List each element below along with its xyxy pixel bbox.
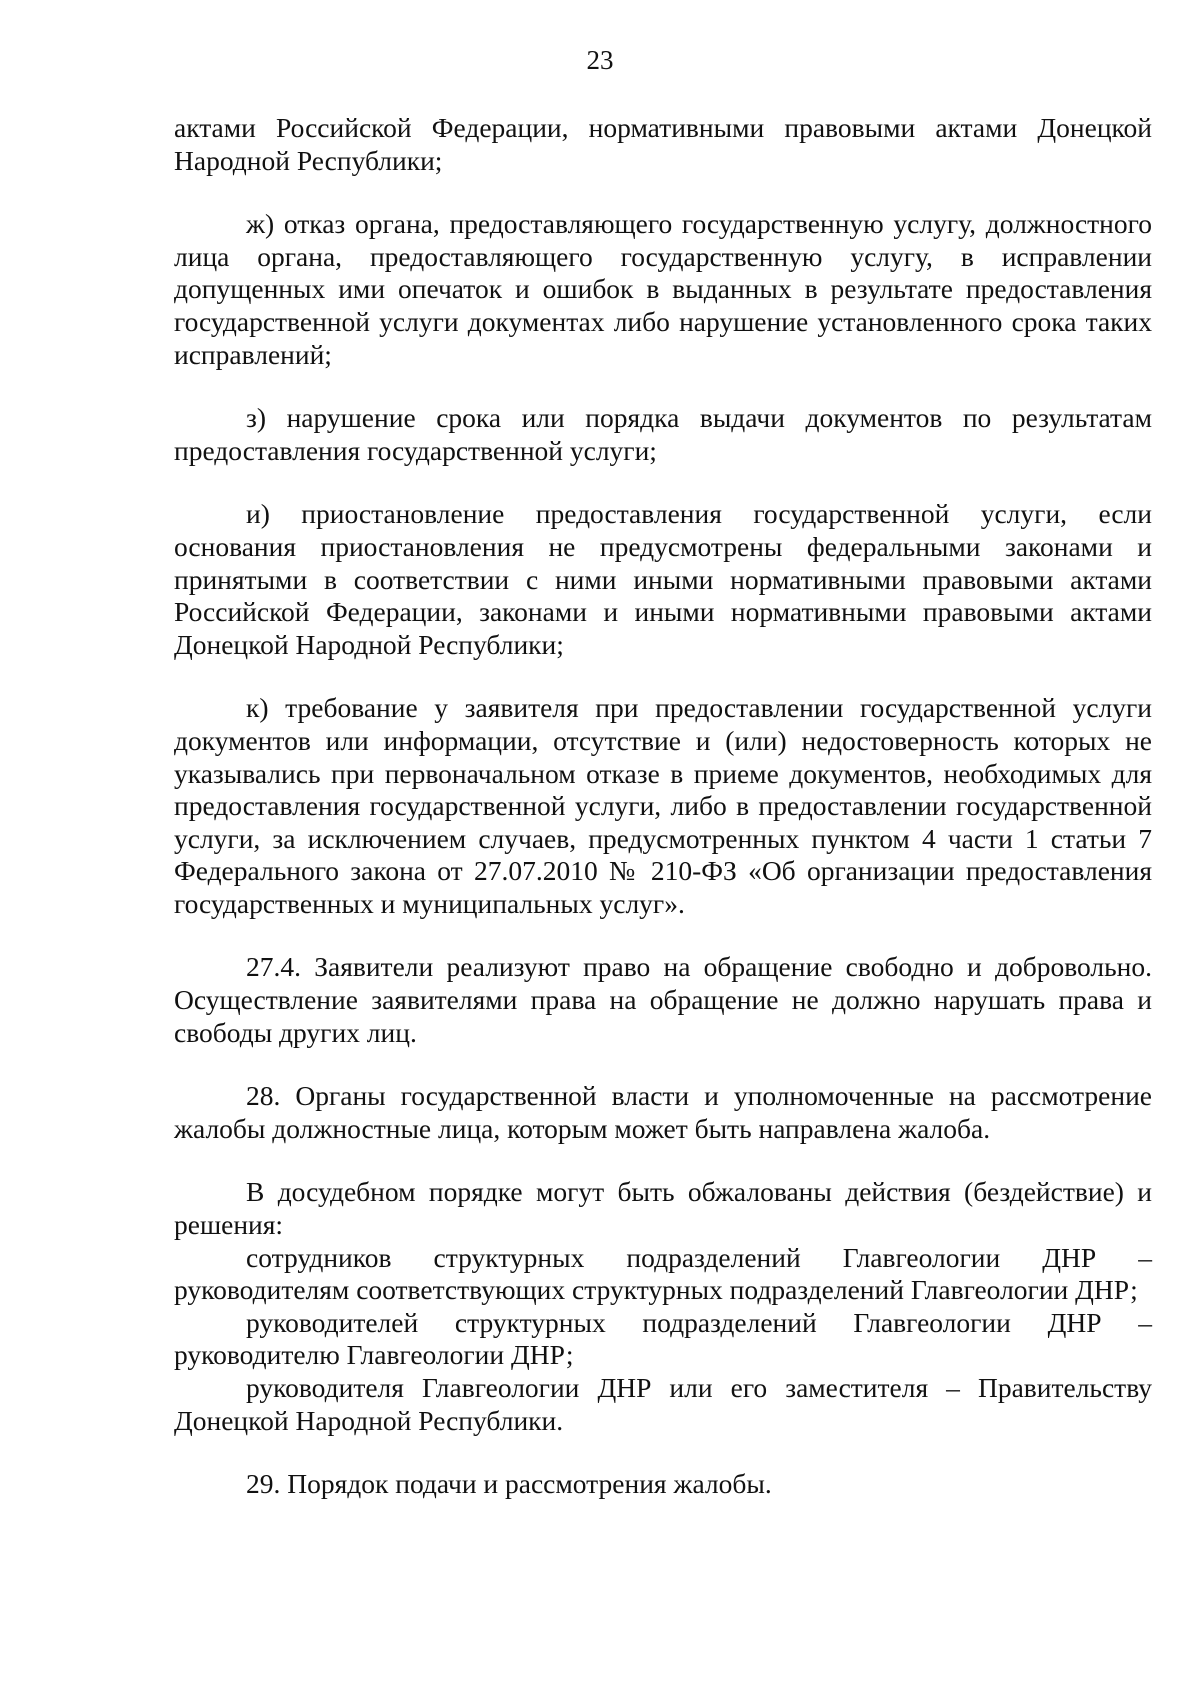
paragraph-29: 29. Порядок подачи и рассмотрения жалобы. — [246, 1468, 772, 1500]
document-body — [174, 112, 1152, 1501]
paragraph-employees-appeal: сотрудников структурных подразделений Главгеологии ДНР – руководителям соответствующих структурных подразделений Главгеологии ДНР; — [174, 1241, 1152, 1306]
paragraph-continuation: актами Российской Федерации, нормативными правовыми актами Донецкой Народной Республики; — [174, 112, 1152, 176]
paragraph-27-4: 27.4. Заявители реализуют право на обращение свободно и добровольно. Осуществление заявителями права на обращение не должно нарушать права и свободы других лиц. — [174, 951, 1152, 1048]
paragraph-item-zh: ж) отказ органа, предоставляющего государственную услугу, должностного лица органа, предоставляющего государственную услугу, в исправлении допущенных ими опечаток и ошибок в выданных в результате предоставления государственной услуги документах либо нарушение установленного срока таких исправлений; — [174, 208, 1152, 370]
paragraph-heads-appeal: руководителей структурных подразделений Главгеологии ДНР – руководителю Главгеологии ДНР; — [174, 1306, 1152, 1371]
paragraph-item-i: и) приостановление предоставления государственной услуги, если основания приостановления не предусмотрены федеральными законами и принятыми в соответствии с ними иными нормативными правовыми актами Российской Федерации, законами и иными нормативными правовыми актами Донецкой Народной Республики; — [174, 498, 1152, 660]
paragraph-director-appeal: руководителя Главгеологии ДНР или его заместителя – Правительству Донецкой Народной Республики. — [174, 1372, 1152, 1436]
paragraph-item-k: к) требование у заявителя при предоставлении государственной услуги документов или информации, отсутствие и (или) недостоверность которых не указывались при первоначальном отказе в приеме документов, необходимых для предоставления государственной услуги, либо в предоставлении государственной услуги, за исключением случаев, предусмотренных пунктом 4 части 1 статьи 7 Федерального закона от 27.07.2010 № 210-ФЗ «Об организации предоставления государственных и муниципальных услуг». — [174, 692, 1152, 919]
paragraph-item-z: з) нарушение срока или порядка выдачи документов по результатам предоставления государственной услуги; — [174, 402, 1152, 466]
paragraph-pretrial-appeal: В досудебном порядке могут быть обжалованы действия (бездействие) и решения: — [174, 1176, 1152, 1241]
page-number: 23 — [586, 45, 614, 75]
paragraph-28: 28. Органы государственной власти и уполномоченные на рассмотрение жалобы должностные лица, которым может быть направлена жалоба. — [174, 1080, 1152, 1144]
